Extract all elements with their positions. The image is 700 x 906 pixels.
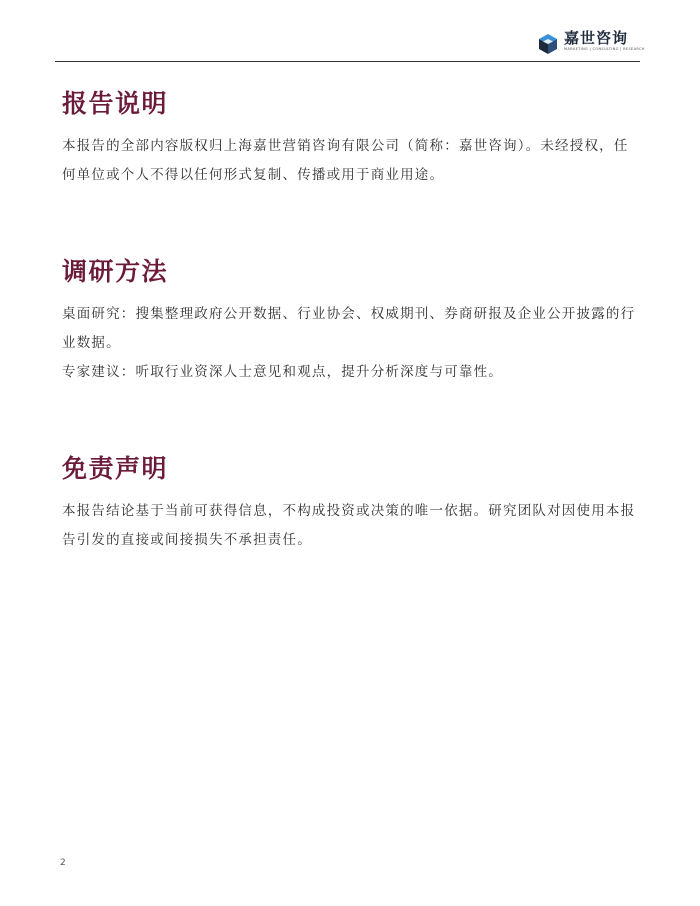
section-title: 报告说明 [62,89,169,118]
section-title: 调研方法 [62,257,169,286]
section-paragraph: 专家建议：听取行业资深人士意见和观点，提升分析深度与可靠性。 [62,364,503,380]
header-divider [55,61,640,62]
section-report-statement [62,88,642,190]
section-title: 免责声明 [62,454,169,483]
section-paragraph: 桌面研究：搜集整理政府公开数据、行业协会、权威期刊、券商研报及企业公开披露的行业数据。 [62,306,636,351]
section-research-method [62,256,642,387]
brand-tagline: MARKETING | CONSULTING | RESEARCH [564,47,645,51]
brand-logo-icon [536,32,560,56]
page-number: 2 [60,858,66,868]
brand-name: 嘉世咨询 [564,29,629,47]
page-header [0,0,700,62]
section-paragraph: 本报告的全部内容版权归上海嘉世营销咨询有限公司（简称：嘉世咨询）。未经授权，任何单位或个人不得以任何形式复制、传播或用于商业用途。 [62,138,629,183]
section-paragraph: 本报告结论基于当前可获得信息，不构成投资或决策的唯一依据。研究团队对因使用本报告引发的直接或间接损失不承担责任。 [62,503,636,548]
brand-logo [536,30,645,58]
section-disclaimer [62,453,642,555]
